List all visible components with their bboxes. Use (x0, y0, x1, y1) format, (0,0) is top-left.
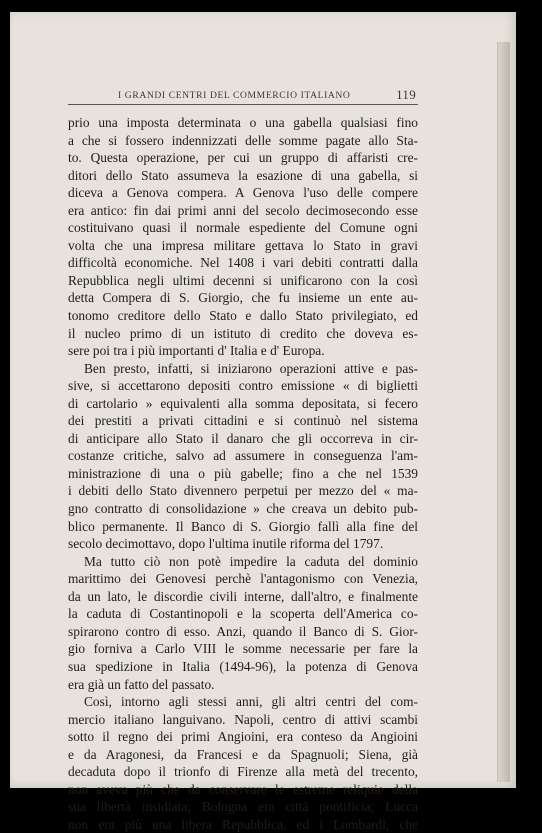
text-line: decaduta dopo il trionfo di Firenze alla metà del trecento, (68, 764, 418, 780)
text-line: costanze critiche, salvo ad assumere in conseguenza l'am- (68, 448, 418, 464)
text-line: gno contratto di consolidazione » che creava un debito pub- (68, 501, 418, 517)
running-header-title: I GRANDI CENTRI DEL COMMERCIO ITALIANO (118, 90, 351, 101)
text-line: ditori dello Stato assumeva la esazione di una gabella, si (68, 167, 418, 183)
text-line: to. Questa operazione, per cui un gruppo di affaristi cre- (68, 150, 418, 166)
text-line: era antico: fin dai primi anni del secolo decimosecondo esse (68, 202, 418, 218)
text-line: ministrazione di una o più gabelle; fino a che nel 1539 (68, 465, 418, 481)
text-line: di cartolario » equivalenti alla somma depositata, si fecero (68, 395, 418, 411)
text-line: di anticipare allo Stato il danaro che gli occorreva in cir- (68, 430, 418, 446)
text-line: tonomo creditore dello Stato e dallo Stato privilegiato, ed (68, 308, 418, 324)
text-line: il nucleo primo di un istituto di credito che doveva es- (68, 325, 418, 341)
text-line: difficoltà economiche. Nel 1408 i vari debiti contratti dalla (68, 255, 418, 271)
text-line: volta che una impresa militare gettava lo Stato in gravi (68, 237, 418, 253)
text-line: detta Compera di S. Giorgio, che fu insieme un ente au- (68, 290, 418, 306)
text-line: non aveva più che da conservare le estreme reliquie della (68, 781, 418, 797)
page-stack-edge (497, 42, 510, 782)
text-line: spirarono contro di esso. Anzi, quando il Banco di S. Gior- (68, 623, 418, 639)
text-line: Così, intorno agli stessi anni, gli altri centri del com- (84, 694, 418, 710)
text-line: gio forniva a Carlo VIII le somme necessarie per fare la (68, 641, 418, 657)
text-line: sua spedizione in Italia (1494-96), la potenza di Genova (68, 658, 418, 674)
text-line: costituivano quasi il normale espediente del Comune ogni (68, 220, 418, 236)
text-line: i debiti dello Stato divennero perpetui per mezzo del « ma- (68, 483, 418, 499)
text-line: blico permanente. Il Banco di S. Giorgio fallì alla fine del (68, 518, 418, 534)
body-text (68, 114, 418, 833)
text-line: era già un fatto del passato. (68, 676, 215, 692)
text-line: diceva a Genova compera. A Genova l'uso delle compere (68, 185, 418, 201)
text-line: e da Aragonesi, da Francesi e da Spagnuoli; Siena, già (68, 746, 418, 762)
text-line: sere poi tra i più importanti d' Italia e d' Europa. (68, 343, 325, 359)
text-line: sive, si accettarono depositi contro emissione « di biglietti (68, 378, 418, 394)
text-line: Ma tutto ciò non potè impedire la caduta del dominio (84, 553, 418, 569)
text-line: sua libertà insidiata; Bologna era città pontificia; Lucca (68, 799, 418, 815)
text-line: Ben presto, infatti, si iniziarono operazioni attive e pas- (84, 360, 418, 376)
text-line: mercio italiano languivano. Napoli, centro di attivi scambi (68, 711, 418, 727)
text-line: Repubblica negli ultimi decenni si unificarono con la così (68, 272, 418, 288)
text-line: la caduta di Costantinopoli e la scoperta dell'America co- (68, 606, 418, 622)
header-rule (68, 104, 418, 105)
text-line: a che si fossero indennizzati delle somme pagate allo Sta- (68, 132, 418, 148)
text-line: da un lato, le discordie civili interne, dall'altro, e finalmente (68, 588, 418, 604)
text-line: sotto il regno dei primi Angioini, era conteso da Angioini (68, 729, 418, 745)
text-line: secolo decimottavo, dopo l'ultima inutile riforma del 1797. (68, 536, 384, 552)
text-line: marittimo dei Genovesi perchè l'antagonismo con Venezia, (68, 571, 418, 587)
page-number: 119 (396, 87, 416, 102)
text-line: dei prestiti a privati cittadini e si continuò nel sistema (68, 413, 418, 429)
text-line: non era più una libera Repubblica, ed i Lombardi, che (68, 816, 418, 832)
text-line: prio una imposta determinata o una gabella qualsiasi fino (68, 115, 418, 130)
